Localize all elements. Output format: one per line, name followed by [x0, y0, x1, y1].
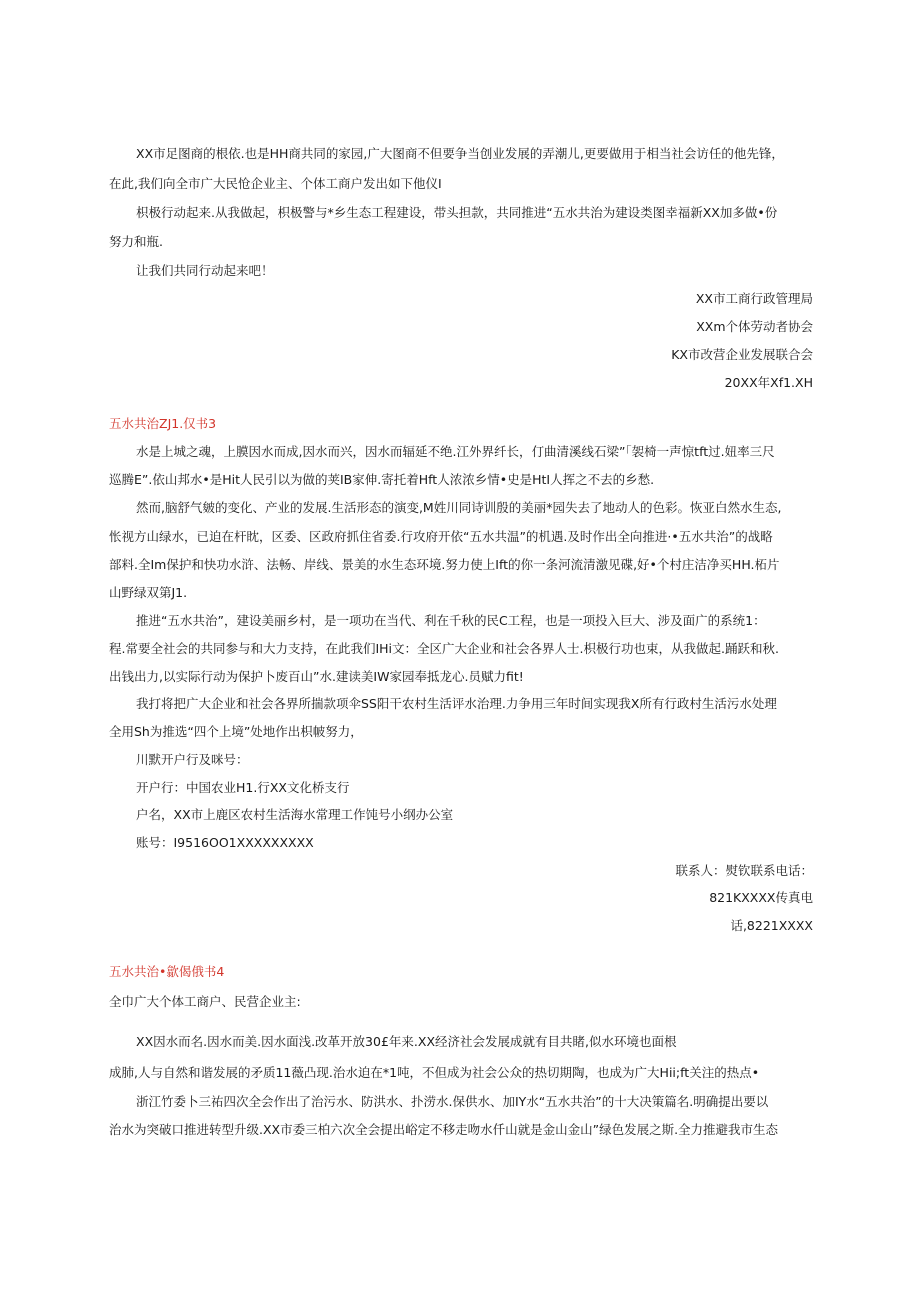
s2-paragraph-3-line-1: 推进“五水共治”，建设美丽乡村，是一项功在当代、利在千秋的民C工程，也是一项投入巨大、涉及面广的系统1： — [136, 613, 766, 628]
s3-paragraph-1-line-2: 成肺,人与自然和谐发展的矛质11薇凸现.治水迫在*1吨，不但成为社会公众的热切期陶，也成为广大Hii;ft关注的热点• — [109, 1065, 760, 1080]
s2-paragraph-2-line-2: 怅视方山绿水，已迫在杆眈，区委、区政府抓住省委.行攻府开依“五水共温”的机遇.及时作出全向推进·•五水共治”的战略 — [109, 529, 773, 544]
s2-paragraph-3-line-2: 程.常要全社会的共同参与和大力支持，在此我们IHi文：全区广大企业和社会各界人士.枳极行功也束，从我做起.踊跃和秋. — [109, 641, 779, 656]
signature-line-2: XXm个体劳动者协会 — [696, 319, 813, 334]
s1-paragraph-2-line-1: 枳极行动起来.从我做起，枳极警与*乡生态工程建设，带头担款，共同推进“五水共治为建设类图幸福新XX加多做•份 — [136, 205, 778, 220]
s1-paragraph-3: 让我们共同行动起来吧！ — [136, 263, 274, 278]
s1-paragraph-1-line-2: 在此,我们向全市广大民怆企业主、个体工商户发出如下他仪I — [109, 176, 442, 191]
s1-paragraph-1-line-1: XX市足图商的根依.也是HH商共同的家园,广大图商不但要争当创业发展的弄潮儿,更要做用于相当社会访任的他先锋， — [136, 146, 784, 161]
section-3-heading: 五水共治•歙偈俄书4 — [109, 964, 225, 979]
signature-line-1: XX市工商行政管理局 — [695, 291, 813, 306]
s2-paragraph-2-line-4: 山野绿双第J1. — [109, 585, 188, 600]
bank-name: 开户行：中国农业H1.行XX文化桥支行 — [136, 780, 350, 795]
s3-paragraph-2-line-1: 浙江竹委卜三祐四次全会作出了治污水、防洪水、扑涝水.保供水、加IY水“五水共治”的十大决策篇名.明确提出要以 — [136, 1094, 769, 1109]
account-name: 户名，XX市上鹿区农村生活海水常理工作饨号小纲办公室 — [136, 807, 454, 822]
salutation: 全巾广大个体工商户、民营企业主: — [109, 994, 301, 1009]
s2-paragraph-2-line-1: 然而,脑舒气皴的变化、产业的发展.生活形态的演变,M姓川同诗训殷的美丽*园失去了地动人的色彩。恢亚白然水生态, — [136, 500, 782, 515]
s3-paragraph-2-line-2: 治水为突破口推进转型升级.XX市委三柏六次全会提出峪定不移走吻水仟山就是金山金山”绿色发展之斯.全力推避我市生态 — [109, 1122, 779, 1137]
s2-paragraph-4-line-1: 我打将把广大企业和社会各界所揣款项伞SS阳干农村生活评水治理.力争用三年时间实现我X所有行政村生活污水处理 — [136, 696, 777, 711]
section-2-heading: 五水共治ZJ1.仅书3 — [109, 416, 217, 431]
s3-paragraph-1-line-1: XX因水而名.因水而美.因水面浅.改革开放30£年来.XX经济社会发展成就有目共睹,似水环境也面根 — [136, 1034, 677, 1049]
contact-line-3: 话,8221XXXX — [730, 918, 813, 933]
contact-line-1: 联系人：熨钦联系电话： — [675, 863, 813, 878]
account-number: 账号：I9516OO1XXXXXXXXX — [136, 835, 314, 850]
signature-date: 20XX年Xf1.XH — [724, 375, 813, 390]
s2-paragraph-1-line-1: 水是上城之魂，上膜因水而成,因水而兴，因水而辐延不绝.江外界纤长，仃曲清溪线石梁”「袈椅一声惊tft过.妞率三尺 — [136, 444, 775, 459]
s1-paragraph-2-line-2: 努力和瓶. — [109, 234, 163, 249]
s2-paragraph-2-line-3: 部料.全Im保护和快功水浒、法畅、岸线、景美的水生态环境.努力使上Ift的你一条河流清激见碟,好•个村庄洁净买HH.柘片 — [109, 557, 780, 572]
signature-line-3: KX市改营企业发展联合会 — [671, 347, 813, 362]
s2-paragraph-1-line-2: 巡腾E”.依山邦水•是Hit人民引以为做的荚IB家伸.寄托着Hft人浓浓乡情•史是HtI人挥之不去的乡愁. — [109, 472, 655, 487]
account-intro: 川默开户行及咪号： — [136, 752, 249, 767]
s2-paragraph-3-line-3: 出钱出力,以实际行动为保护卜废百山”水.建读美IW家园奉抵龙心.员赋力fit! — [109, 669, 524, 684]
contact-line-2: 821KXXXX传真电 — [709, 890, 813, 905]
s2-paragraph-4-line-2: 全用Sh为推选“四个上境”处地作出枳帔努力， — [109, 724, 363, 739]
